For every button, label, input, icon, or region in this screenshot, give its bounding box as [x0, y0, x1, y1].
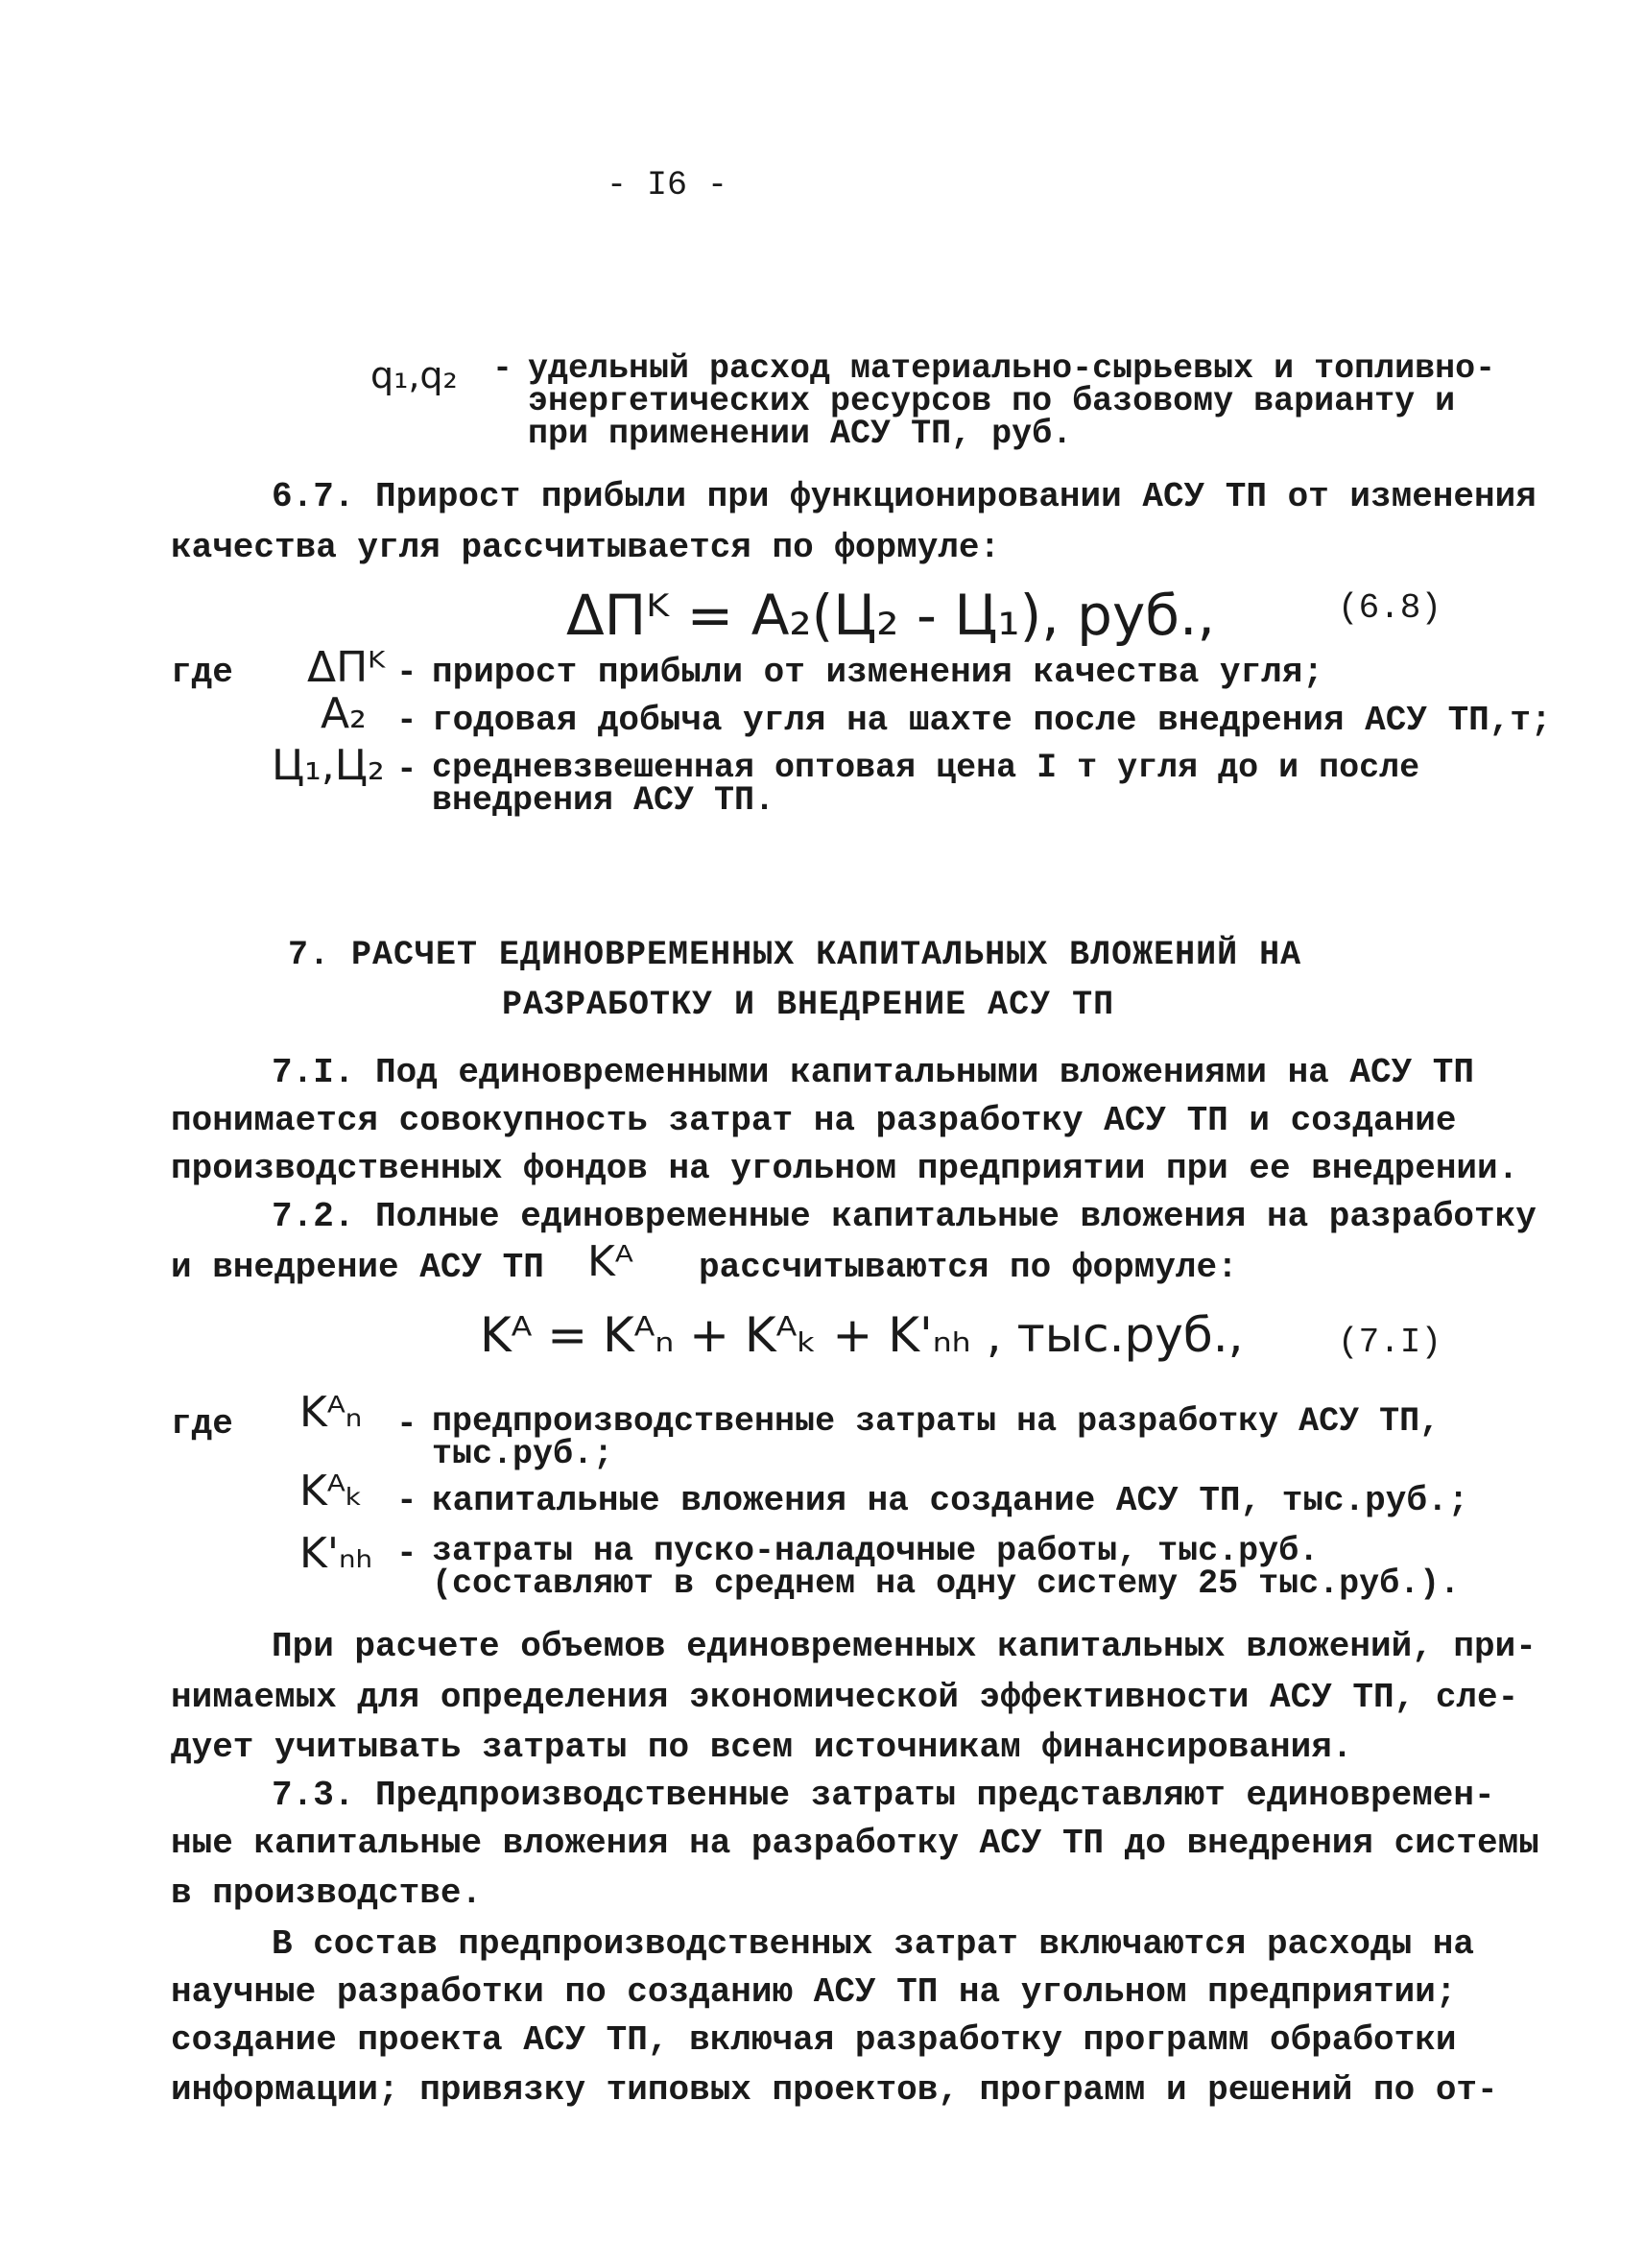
para-6-7-line2: качества угля рассчитывается по формуле: — [171, 528, 1001, 567]
para-7-3-line1: 7.3. Предпроизводственные затраты представляют единовремен- — [272, 1776, 1495, 1815]
def-symbol-kpn: K'ₙₕ — [299, 1529, 373, 1578]
formula-7-1-number: (7.I) — [1338, 1323, 1442, 1362]
def-dash-kpn: - — [396, 1534, 417, 1573]
para-7-1-line1: 7.I. Под единовременными капитальными вложениями на АСУ ТП — [272, 1053, 1475, 1092]
def-dash-a2: - — [396, 701, 417, 740]
def-dash-kan: - — [396, 1404, 417, 1444]
def-text-c1c2-line1: средневзвешенная оптовая цена I т угля до и после — [432, 749, 1420, 787]
def-text-q-line3: при применении АСУ ТП, руб. — [528, 415, 1073, 453]
section-7-heading-line1: 7. РАСЧЕТ ЕДИНОВРЕМЕННЫХ КАПИТАЛЬНЫХ ВЛОЖЕНИЙ НА — [288, 936, 1302, 974]
def-text-c1c2-line2: внедрения АСУ ТП. — [432, 781, 775, 820]
def-dash-delta-p: - — [396, 653, 417, 692]
para-7-2-line2-post: рассчитываются по формуле: — [699, 1248, 1238, 1287]
para-sostav-line1: В состав предпроизводственных затрат включаются расходы на — [272, 1924, 1475, 1964]
para-sostav-line4: информации; привязку типовых проектов, программ и решений по от- — [171, 2070, 1498, 2110]
def-symbol-kan: Kᴬₙ — [299, 1388, 363, 1437]
def-dash-c1c2: - — [396, 750, 417, 789]
def-text-kan-line1: предпроизводственные затраты на разработку АСУ ТП, — [432, 1402, 1441, 1441]
def-text-kak: капитальные вложения на создание АСУ ТП, тыс.руб.; — [432, 1481, 1469, 1520]
para-calc-line1: При расчете объемов единовременных капитальных вложений, при- — [272, 1627, 1537, 1666]
def-text-q-line1: удельный расход материально-сырьевых и топливно- — [528, 349, 1496, 388]
para-sostav-line3: создание проекта АСУ ТП, включая разработку программ обработки — [171, 2020, 1457, 2060]
def-symbol-delta-p: ΔПᴷ — [307, 643, 386, 692]
section-7-heading-line2: РАЗРАБОТКУ И ВНЕДРЕНИЕ АСУ ТП — [502, 986, 1115, 1024]
para-7-2-symbol-ka: Kᴬ — [587, 1237, 633, 1286]
para-7-3-line3: в производстве. — [171, 1874, 483, 1913]
def-symbol-a2: A₂ — [321, 689, 367, 738]
formula-6-8-number: (6.8) — [1338, 588, 1442, 628]
para-7-1-line2: понимается совокупность затрат на разработку АСУ ТП и создание — [171, 1101, 1457, 1140]
para-calc-line3: дует учитывать затраты по всем источникам финансирования. — [171, 1728, 1353, 1767]
formula-7-1: Kᴬ = Kᴬₙ + Kᴬₖ + K'ₙₕ , тыс.руб., — [480, 1307, 1244, 1363]
where-label-6-8: где — [171, 653, 233, 692]
para-calc-line2: нимаемых для определения экономической эффективности АСУ ТП, сле- — [171, 1678, 1519, 1717]
para-7-2-line2-pre: и внедрение АСУ ТП — [171, 1248, 544, 1287]
para-sostav-line2: научные разработки по созданию АСУ ТП на угольном предприятии; — [171, 1972, 1457, 2012]
def-symbol-kak: Kᴬₖ — [299, 1467, 364, 1516]
para-6-7-line1: 6.7. Прирост прибыли при функционировании АСУ ТП от изменения — [272, 477, 1537, 516]
def-text-kan-line2: тыс.руб.; — [432, 1435, 614, 1473]
def-text-q-line2: энергетических ресурсов по базовому варианту и — [528, 382, 1456, 420]
def-dash-q: - — [492, 349, 513, 388]
page-number: - I6 - — [607, 166, 728, 204]
where-label-7-1: где — [171, 1404, 233, 1444]
def-symbol-q: q₁,q₂ — [370, 354, 458, 396]
def-text-a2: годовая добыча угля на шахте после внедрения АСУ ТП,т; — [432, 701, 1552, 740]
para-7-1-line3: производственных фондов на угольном предприятии при ее внедрении. — [171, 1149, 1519, 1188]
para-7-3-line2: ные капитальные вложения на разработку АСУ ТП до внедрения системы — [171, 1824, 1539, 1863]
def-text-kpn-line1: затраты на пуско-наладочные работы, тыс.руб. — [432, 1532, 1320, 1570]
def-text-kpn-line2: (составляют в среднем на одну систему 25 тыс.руб.). — [432, 1564, 1461, 1603]
formula-6-8: ΔПᴷ = A₂(Ц₂ - Ц₁), руб., — [566, 583, 1215, 648]
def-text-delta-p: прирост прибыли от изменения качества угля; — [432, 653, 1323, 692]
def-symbol-c1c2: Ц₁,Ц₂ — [272, 741, 385, 790]
para-7-2-line1: 7.2. Полные единовременные капитальные вложения на разработку — [272, 1197, 1537, 1236]
def-dash-kak: - — [396, 1481, 417, 1520]
